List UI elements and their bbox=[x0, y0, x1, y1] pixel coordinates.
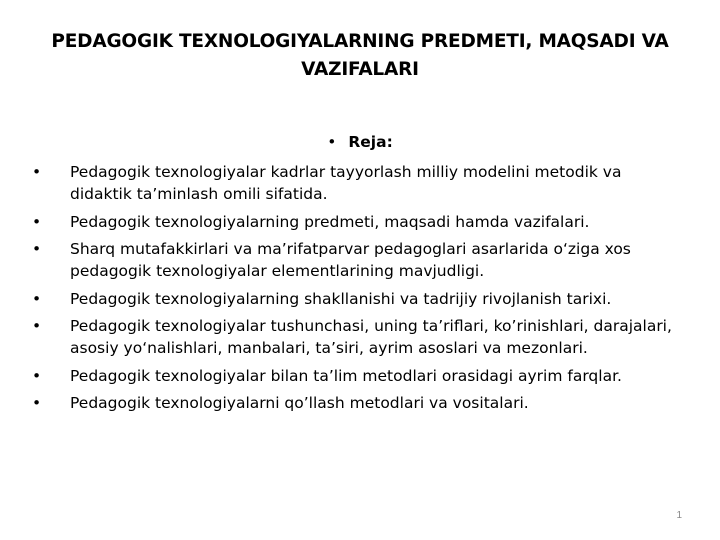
plan-list bbox=[32, 161, 672, 420]
plan-heading bbox=[0, 131, 720, 153]
bullet-icon: • bbox=[32, 163, 42, 181]
bullet-icon: • bbox=[32, 394, 42, 412]
list-item bbox=[32, 238, 672, 282]
list-item-text: Pedagogik texnologiyalarning shakllanishi va tadrijiy rivojlanish tarixi. bbox=[70, 289, 612, 308]
bullet-icon: • bbox=[327, 133, 337, 151]
list-item bbox=[32, 365, 672, 387]
list-item bbox=[32, 315, 672, 359]
page-number: 1 bbox=[676, 510, 682, 521]
list-item-text: Sharq mutafakkirlari va ma’rifatparvar pedagoglari asarlarida o‘ziga xos pedagogik texnologiyalar elementlarining mavjudligi. bbox=[70, 240, 631, 280]
slide-title: PEDAGOGIK TEXNOLOGIYALARNING PREDMETI, MAQSADI VA VAZIFALARI bbox=[51, 31, 669, 80]
list-item-text: Pedagogik texnologiyalar tushunchasi, uning ta’riflari, ko’rinishlari, darajalari, asosiy yo‘nalishlari, manbalari, ta’siri, ayrim asoslari va mezonlari. bbox=[70, 317, 672, 357]
list-item-text: Pedagogik texnologiyalar bilan ta’lim metodlari orasidagi ayrim farqlar. bbox=[70, 366, 622, 385]
list-item bbox=[32, 211, 672, 233]
list-item bbox=[32, 392, 672, 414]
bullet-icon: • bbox=[32, 289, 42, 308]
list-item bbox=[32, 288, 672, 310]
list-item-text: Pedagogik texnologiyalar kadrlar tayyorlash milliy modelini metodik va didaktik ta’minlash omili sifatida. bbox=[70, 163, 622, 203]
list-item-text: Pedagogik texnologiyalarning predmeti, maqsadi hamda vazifalari. bbox=[70, 212, 590, 231]
list-item bbox=[32, 161, 672, 205]
list-item-text: Pedagogik texnologiyalarni qo’llash metodlari va vositalari. bbox=[70, 394, 529, 412]
bullet-icon: • bbox=[32, 366, 42, 385]
bullet-icon: • bbox=[32, 317, 42, 335]
bullet-icon: • bbox=[32, 212, 42, 231]
bullet-icon: • bbox=[32, 240, 42, 258]
plan-label: Reja: bbox=[348, 133, 393, 151]
